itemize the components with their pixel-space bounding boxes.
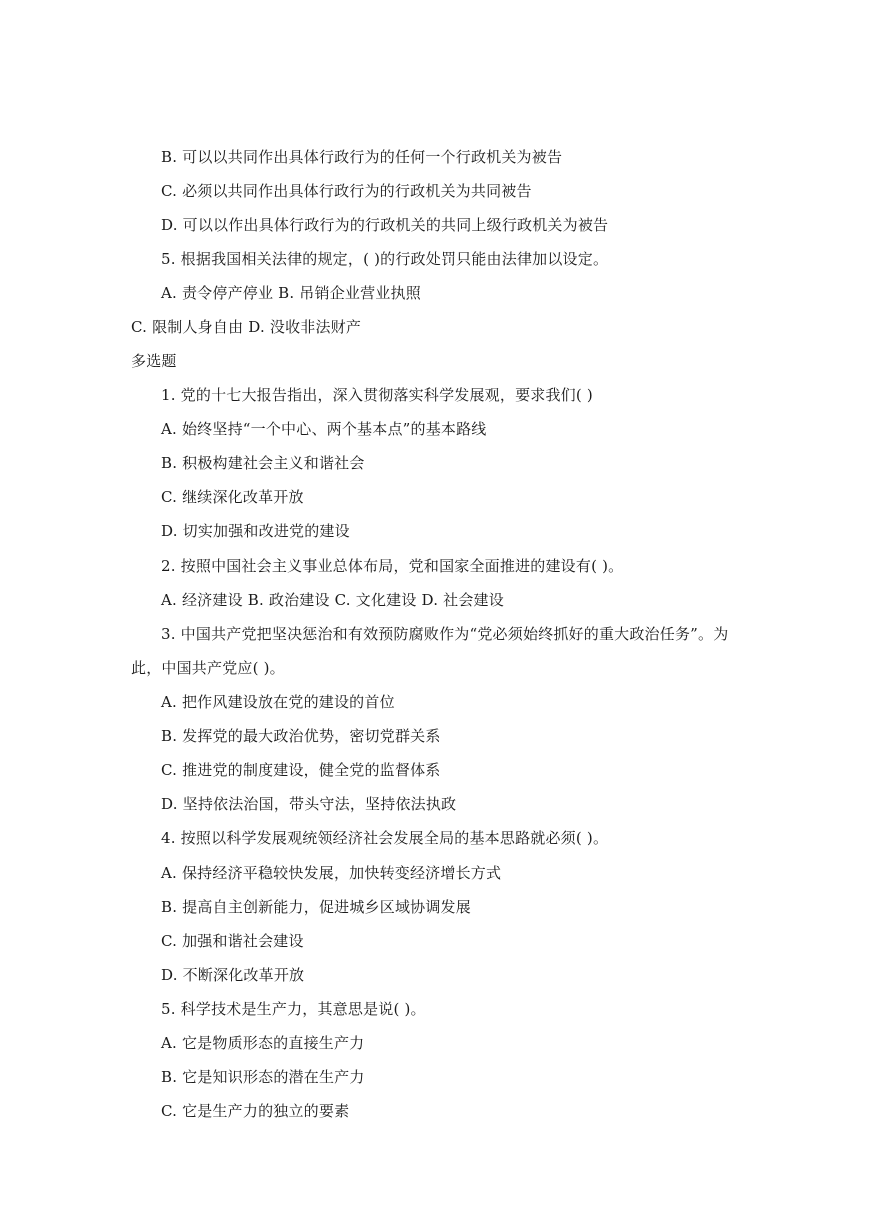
multi-q4-option-b: B. 提高自主创新能力，促进城乡区域协调发展	[161, 898, 471, 916]
prev-option-c: C. 必须以共同作出具体行政行为的行政机关为共同被告	[161, 182, 532, 200]
multi-q4-option-c: C. 加强和谐社会建设	[161, 932, 304, 950]
multi-q3-option-c: C. 推进党的制度建设，健全党的监督体系	[161, 761, 441, 779]
multi-q1-option-c: C. 继续深化改革开放	[161, 488, 304, 506]
multi-q3-stem-line2: 此，中国共产党应( )。	[131, 659, 285, 677]
multi-q2-options: A. 经济建设 B. 政治建设 C. 文化建设 D. 社会建设	[161, 591, 504, 609]
multi-q3-option-d: D. 坚持依法治国，带头守法，坚持依法执政	[161, 795, 457, 813]
prev-option-b: B. 可以以共同作出具体行政行为的任何一个行政机关为被告	[161, 148, 563, 166]
multi-q4-stem: 4. 按照以科学发展观统领经济社会发展全局的基本思路就必须( )。	[161, 829, 609, 847]
multi-q5-option-b: B. 它是知识形态的潜在生产力	[161, 1068, 365, 1086]
multi-q3-option-a: A. 把作风建设放在党的建设的首位	[161, 693, 395, 711]
multi-q1-option-a: A. 始终坚持“一个中心、两个基本点”的基本路线	[161, 420, 487, 438]
single-q5-options-line1: A. 责令停产停业 B. 吊销企业营业执照	[161, 284, 421, 302]
multi-q3-option-b: B. 发挥党的最大政治优势，密切党群关系	[161, 727, 441, 745]
multi-q5-stem: 5. 科学技术是生产力，其意思是说( )。	[161, 1000, 426, 1018]
multi-q1-stem: 1. 党的十七大报告指出，深入贯彻落实科学发展观，要求我们( )	[161, 386, 593, 404]
prev-option-d: D. 可以以作出具体行政行为的行政机关的共同上级行政机关为被告	[161, 216, 609, 234]
multi-q2-stem: 2. 按照中国社会主义事业总体布局，党和国家全面推进的建设有( )。	[161, 557, 624, 575]
multi-q1-option-b: B. 积极构建社会主义和谐社会	[161, 454, 365, 472]
single-q5-stem: 5. 根据我国相关法律的规定，( )的行政处罚只能由法律加以设定。	[161, 250, 609, 268]
multi-q3-stem-line1: 3. 中国共产党把坚决惩治和有效预防腐败作为“党必须始终抓好的重大政治任务”。为	[161, 625, 729, 643]
multi-q5-option-c: C. 它是生产力的独立的要素	[161, 1102, 350, 1120]
multi-q5-option-a: A. 它是物质形态的直接生产力	[161, 1034, 365, 1052]
section-heading: 多选题	[131, 352, 177, 370]
multi-q1-option-d: D. 切实加强和改进党的建设	[161, 522, 350, 540]
multi-q4-option-d: D. 不断深化改革开放	[161, 966, 305, 984]
single-q5-options-line2: C. 限制人身自由 D. 没收非法财产	[131, 318, 362, 336]
multi-q4-option-a: A. 保持经济平稳较快发展，加快转变经济增长方式	[161, 864, 502, 882]
